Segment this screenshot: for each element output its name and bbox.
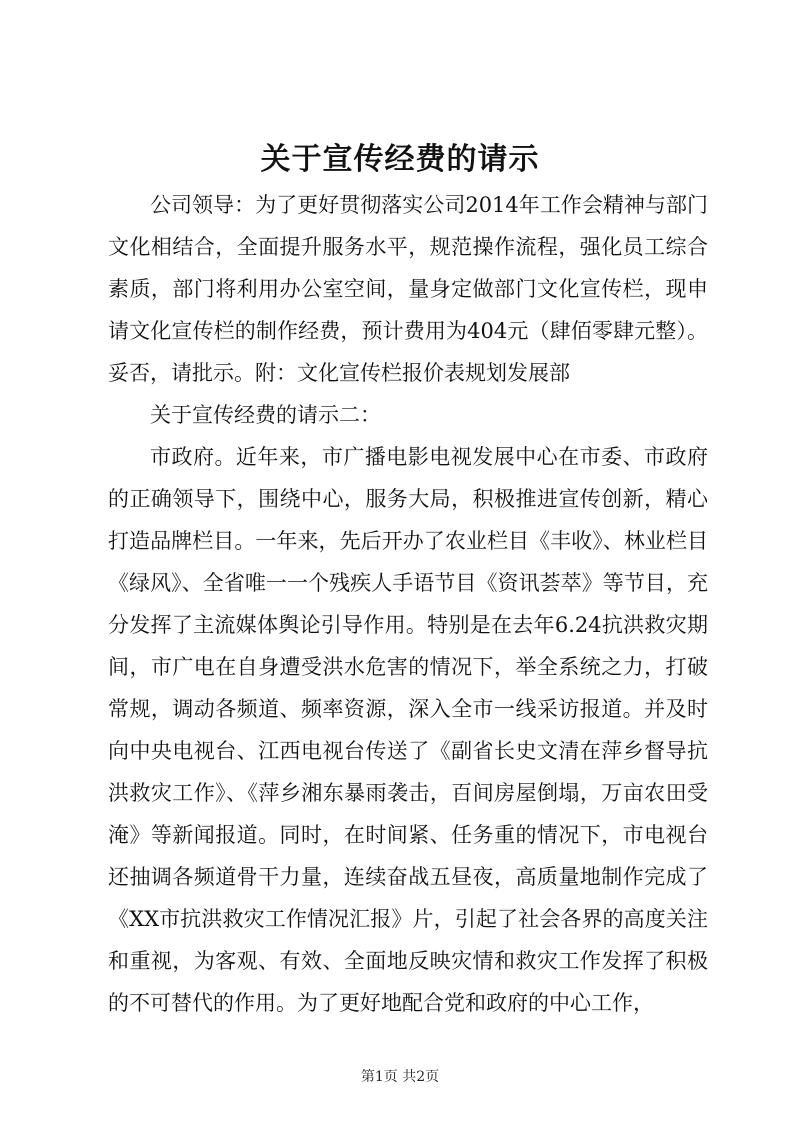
paragraph-request: 公司领导：为了更好贯彻落实公司2014年工作会精神与部门文化相结合，全面提升服务水平，规范操作流程，强化员工综合素质，部门将利用办公室空间，量身定做部门文化宣传栏，现申请文化宣传栏的制作经费，预计费用为404元（肆佰零肆元整）。妥否，请批示。附：文化宣传栏报价表规划发展部 [108, 193, 708, 385]
paragraph-government: 市政府。近年来，市广播电影电视发展中心在市委、市政府的正确领导下，围绕中心，服务大局，积极推进宣传创新，精心打造品牌栏目。一年来，先后开办了农业栏目《丰收》、林业栏目《绿风》、全省唯一一个残疾人手语节目《资讯荟萃》等节目，充分发挥了主流媒体舆论引导作用。特别是在去年6.24抗洪救灾期间，市广电在自身遭受洪水危害的情况下，举全系统之力，打破常规，调动各频道、频率资源，深入全市一线采访报道。并及时向中央电视台、江西电视台传送了《副省长史文清在萍乡督导抗洪救灾工作》、《萍乡湘东暴雨袭击，百间房屋倒塌，万亩农田受淹》等新闻报道。同时，在时间紧、任务重的情况下，市电视台还抽调各频道骨干力量，连续奋战五昼夜，高质量地制作完成了《XX市抗洪救灾工作情况汇报》片，引起了社会各界的高度关注和重视，为客观、有效、全面地反映灾情和救灾工作发挥了积极的不可替代的作用。为了更好地配合党和政府的中心工作， [108, 445, 708, 1015]
page-footer: 第1页 共2页 [360, 1069, 440, 1085]
document-title: 关于宣传经费的请示 [260, 142, 540, 177]
paragraph-subtitle: 关于宣传经费的请示二： [150, 403, 381, 427]
document-body [108, 184, 708, 1024]
